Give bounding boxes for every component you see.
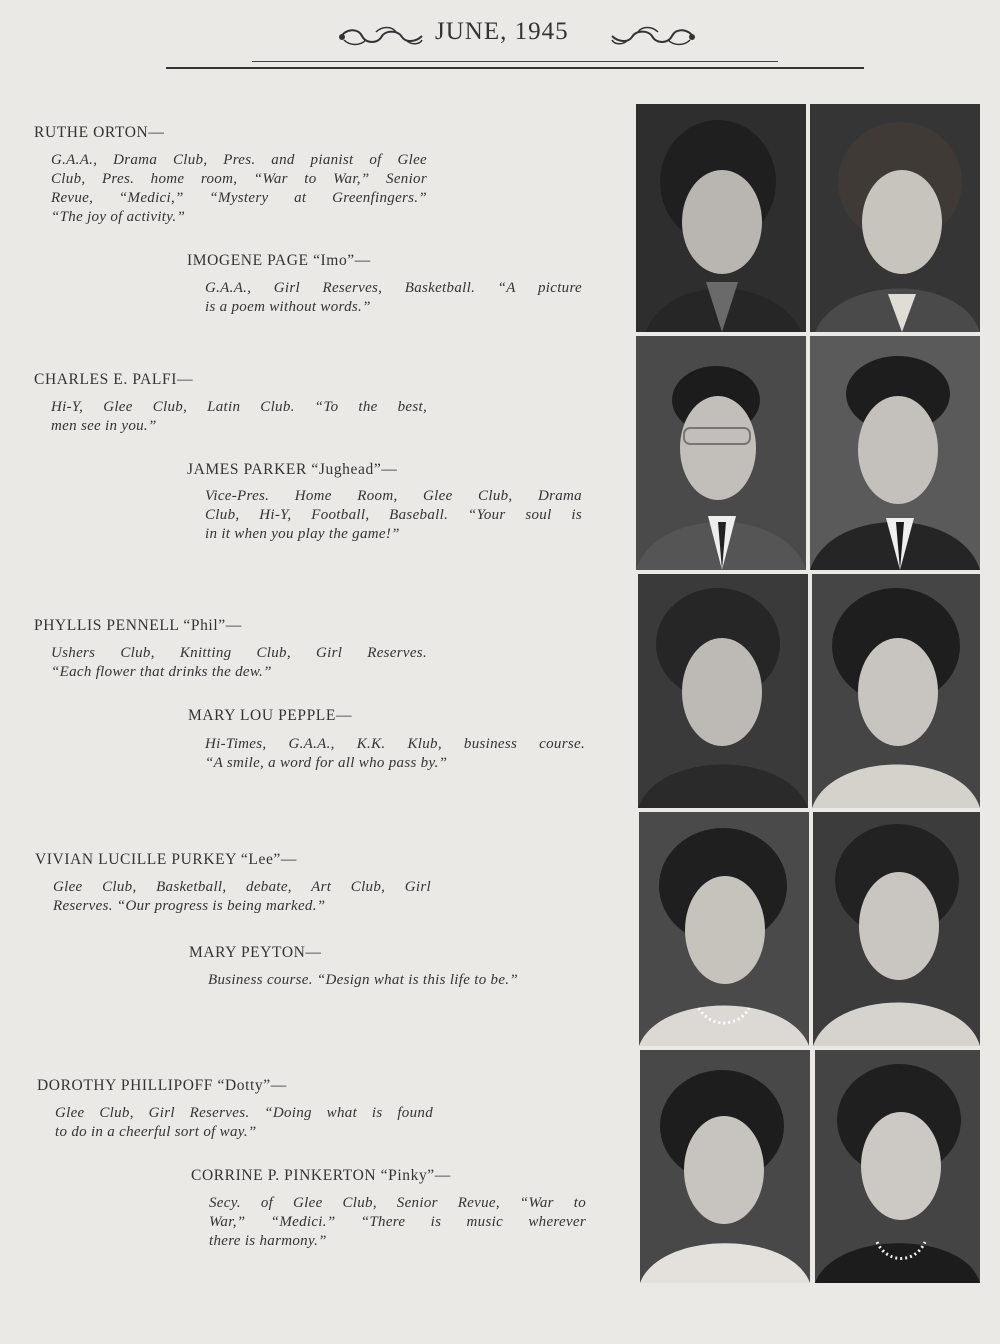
student-name: CORRINE P. PINKERTON “Pinky”— [191, 1167, 451, 1184]
activity-line: Business course. “Design what is this life to be.” [208, 972, 519, 988]
portrait-photo-mary-peyton [813, 812, 980, 1046]
portrait-photo-vivian-purkey [639, 812, 809, 1046]
activity-line: Glee Club, Girl Reserves. “Doing what is found [55, 1105, 433, 1121]
student-name: RUTHE ORTON— [34, 124, 165, 141]
portrait-photo-ruthe-orton [636, 104, 806, 332]
portrait-photo-imogene-page [810, 104, 980, 332]
student-activities [55, 1104, 433, 1142]
student-name: CHARLES E. PALFI— [34, 371, 194, 388]
header-rule-thin [252, 61, 778, 62]
activity-line: War,” “Medici.” “There is music wherever [209, 1214, 586, 1230]
page-title: JUNE, 1945 [435, 18, 569, 45]
activity-line: Club, Hi-Y, Football, Baseball. “Your soul is [205, 507, 582, 523]
activity-line: to do in a cheerful sort of way.” [55, 1124, 257, 1140]
activity-line: Ushers Club, Knitting Club, Girl Reserves. [51, 645, 427, 661]
activity-line: Glee Club, Basketball, debate, Art Club, Girl [53, 879, 431, 895]
student-name: MARY LOU PEPPLE— [188, 707, 353, 724]
header-rule-thick [166, 67, 864, 69]
leaf-scroll-ornament-right-icon [608, 24, 698, 50]
activity-line: “The joy of activity.” [51, 209, 186, 225]
activity-line: Secy. of Glee Club, Senior Revue, “War to [209, 1195, 586, 1211]
student-activities [205, 487, 582, 544]
student-activities [208, 971, 588, 990]
activity-line: G.A.A., Girl Reserves, Basketball. “A picture [205, 280, 582, 296]
activity-line: is a poem without words.” [205, 299, 371, 315]
student-activities [205, 279, 582, 317]
activity-line: Hi-Y, Glee Club, Latin Club. “To the best, [51, 399, 427, 415]
student-name: MARY PEYTON— [189, 944, 322, 961]
activity-line: Vice-Pres. Home Room, Glee Club, Drama [205, 488, 582, 504]
activity-line: “Each flower that drinks the dew.” [51, 664, 272, 680]
activity-line: Revue, “Medici,” “Mystery at Greenfingers.” [51, 190, 427, 206]
portrait-photo-james-parker [810, 336, 980, 570]
activity-line: G.A.A., Drama Club, Pres. and pianist of Glee [51, 152, 427, 168]
student-name: DOROTHY PHILLIPOFF “Dotty”— [37, 1077, 287, 1094]
activity-line: “A smile, a word for all who pass by.” [205, 755, 448, 771]
activity-line: Club, Pres. home room, “War to War,” Senior [51, 171, 427, 187]
student-activities [51, 644, 427, 682]
activity-line: Hi-Times, G.A.A., K.K. Klub, business course. [205, 736, 585, 752]
activity-line: Reserves. “Our progress is being marked.” [53, 898, 326, 914]
student-activities [209, 1194, 586, 1251]
activity-line: there is harmony.” [209, 1233, 327, 1249]
student-activities [51, 398, 427, 436]
portrait-photo-phyllis-pennell [638, 574, 808, 808]
student-activities [51, 151, 427, 227]
student-name: PHYLLIS PENNELL “Phil”— [34, 617, 242, 634]
activity-line: in it when you play the game!” [205, 526, 400, 542]
student-name: JAMES PARKER “Jughead”— [187, 461, 398, 478]
student-name: VIVIAN LUCILLE PURKEY “Lee”— [35, 851, 298, 868]
student-name: IMOGENE PAGE “Imo”— [187, 252, 371, 269]
portrait-photo-charles-palfi [636, 336, 806, 570]
portrait-photo-dorothy-phillipoff [640, 1050, 810, 1283]
portrait-photo-corrine-pinkerton [815, 1050, 980, 1283]
page-header [0, 14, 1000, 54]
leaf-scroll-ornament-left-icon [336, 24, 426, 50]
student-activities [205, 735, 585, 773]
portrait-photo-mary-lou-pepple [812, 574, 980, 808]
activity-line: men see in you.” [51, 418, 157, 434]
student-activities [53, 878, 431, 916]
